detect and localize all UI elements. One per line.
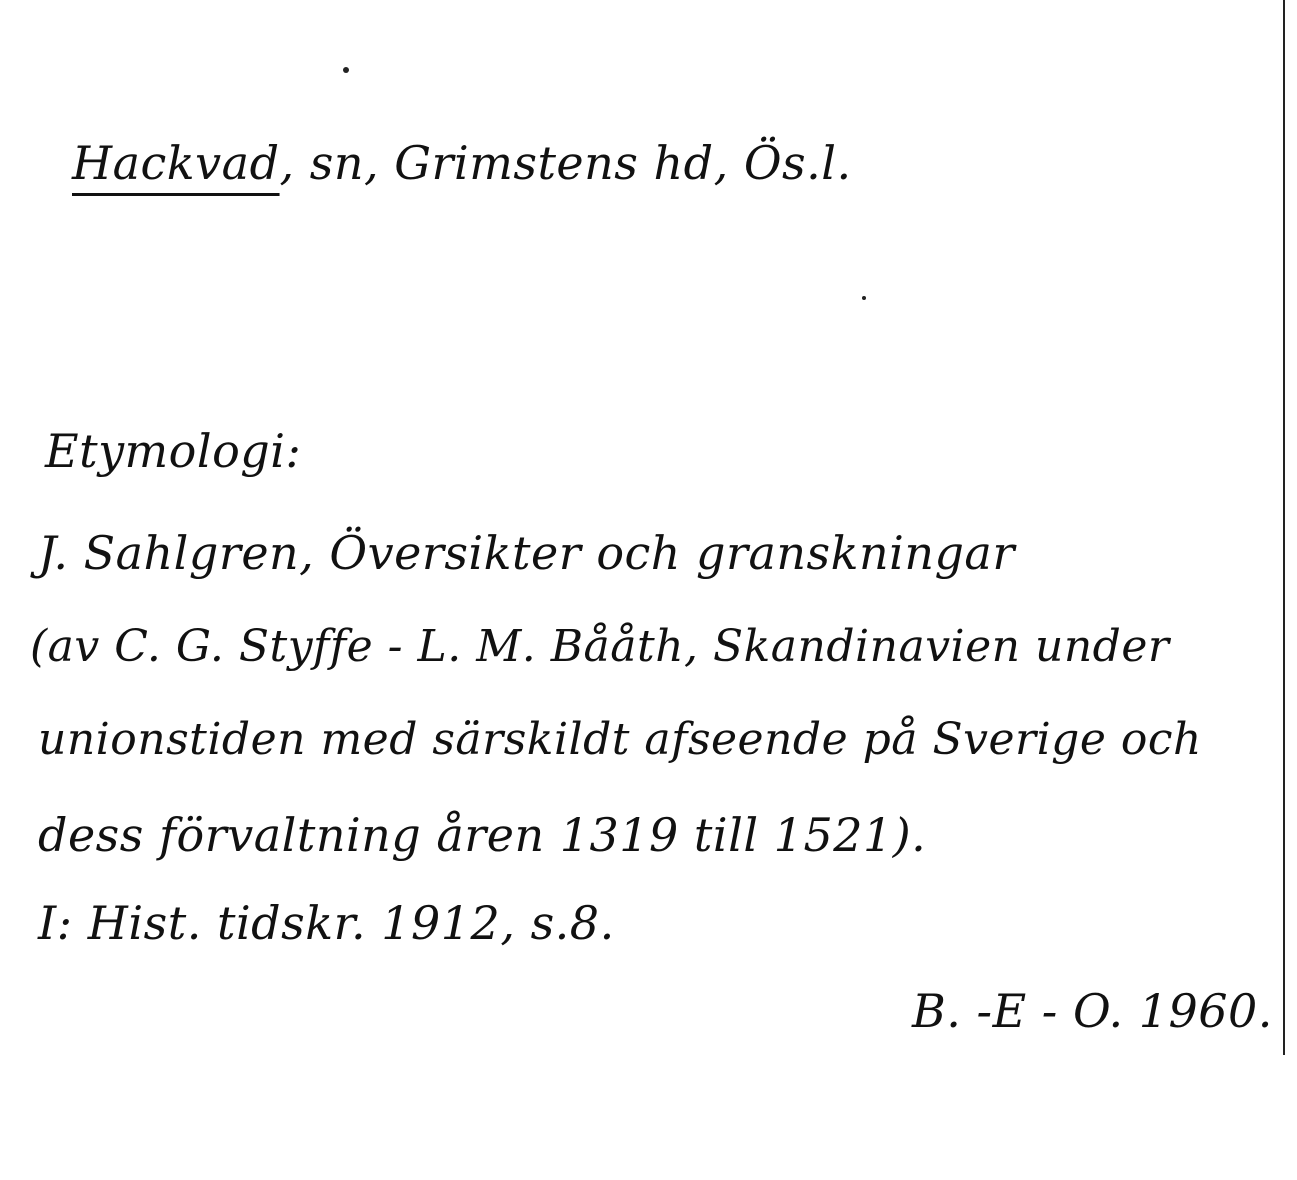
etymology-heading: Etymologi: (45, 424, 302, 478)
card-edge-line (1283, 0, 1285, 1055)
etymology-line: (av C. G. Styffe - L. M. Bååth, Skandinavien under (30, 621, 1170, 672)
headword: Hackvad (72, 136, 280, 190)
ink-speck (343, 67, 349, 73)
etymology-line: dess förvaltning åren 1319 till 1521). (38, 808, 927, 862)
ink-speck (862, 296, 866, 300)
etymology-line: I: Hist. tidskr. 1912, s.8. (38, 896, 615, 950)
etymology-line: J. Sahlgren, Översikter och granskningar (38, 526, 1015, 580)
signature: B. -E - O. 1960. (912, 984, 1273, 1038)
etymology-line: unionstiden med särskildt afseende på Sverige och (38, 714, 1202, 765)
headword-line (72, 136, 852, 190)
location: , sn, Grimstens hd, Ös.l. (279, 136, 852, 190)
